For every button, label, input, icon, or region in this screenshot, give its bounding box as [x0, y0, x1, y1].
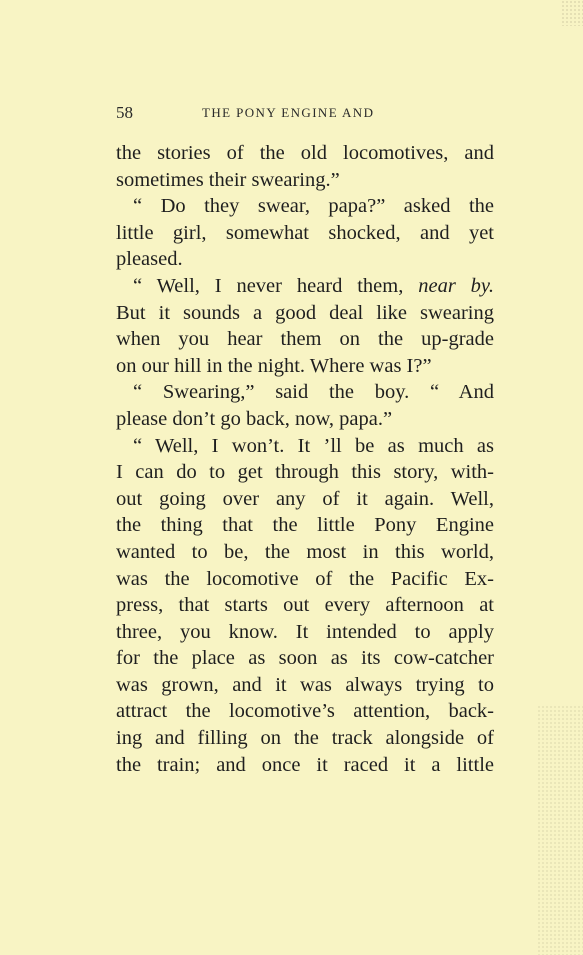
text-line: press, that starts out every afternoon at	[116, 594, 494, 617]
text-line: on our hill in the night. Where was I?”	[116, 354, 432, 377]
text-line: when you hear them on the up-grade	[116, 328, 494, 351]
text-line: attract the locomotive’s attention, back-	[116, 700, 494, 723]
text-line: for the place as soon as its cow-catcher	[116, 647, 494, 670]
text-line: wanted to be, the most in this world,	[116, 540, 494, 563]
body-text	[116, 140, 494, 778]
text-line: the thing that the little Pony Engine	[116, 514, 494, 537]
text-line: the stories of the old locomotives, and	[116, 142, 494, 164]
italic-text: near by.	[418, 274, 495, 297]
text-line: ing and filling on the track alongside of	[116, 727, 494, 750]
page-header	[116, 103, 496, 125]
text-line: three, you know. It intended to apply	[116, 620, 494, 643]
text-segment: “ Well, I never heard them,	[133, 274, 404, 297]
text-line: please don’t go back, now, papa.”	[116, 407, 393, 430]
page-number: 58	[116, 103, 133, 122]
text-line: “ Do they swear, papa?” asked the	[133, 195, 494, 218]
text-line: was grown, and it was always trying to	[116, 673, 494, 696]
text-line: pleased.	[116, 248, 183, 271]
text-line: little girl, somewhat shocked, and yet	[116, 221, 494, 244]
paper-speckle	[561, 0, 583, 26]
text-line: was the locomotive of the Pacific Ex-	[116, 567, 494, 590]
text-line: the train; and once it raced it a little	[116, 753, 494, 776]
text-line: “ Well, I won’t. It ’ll be as much as	[133, 434, 494, 457]
text-line: sometimes their swearing.”	[116, 168, 340, 191]
text-line: I can do to get through this story, with-	[116, 461, 494, 484]
text-line: out going over any of it again. Well,	[116, 487, 494, 510]
running-title: THE PONY ENGINE AND	[202, 105, 375, 120]
paper-speckle	[537, 705, 583, 955]
text-line	[116, 273, 494, 300]
text-line: “ Swearing,” said the boy. “ And	[133, 381, 494, 404]
text-line: But it sounds a good deal like swearing	[116, 301, 494, 324]
